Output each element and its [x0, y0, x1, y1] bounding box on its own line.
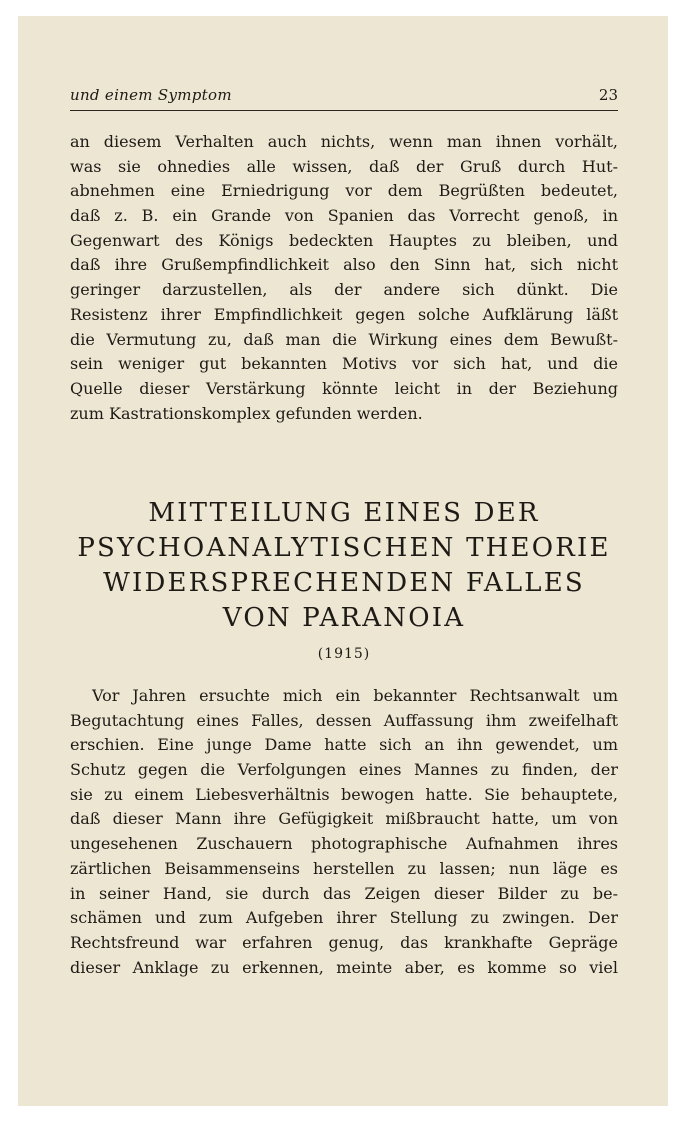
- text-line: sie zu einem Liebesverhältnis bewogen hatte. Sie behauptete,: [70, 784, 618, 804]
- title-line: MITTEILUNG EINES DER: [148, 498, 540, 528]
- running-title: und einem Symptom: [70, 86, 232, 104]
- text-line: dieser Anklage zu erkennen, meinte aber, es komme so viel: [70, 957, 618, 977]
- text-line: zum Kastrationskomplex gefunden werden.: [70, 403, 423, 423]
- title-line: WIDERSPRECHENDEN FALLES: [103, 568, 585, 598]
- text-line: Gegenwart des Königs bedeckten Hauptes zu bleiben, und: [70, 230, 618, 250]
- text-line: daß dieser Mann ihre Gefügigkeit mißbraucht hatte, um von: [70, 809, 618, 829]
- text-line: ungesehenen Zuschauern photographische Aufnahmen ihres: [70, 834, 618, 854]
- text-line: in seiner Hand, sie durch das Zeigen dieser Bilder zu be-: [70, 883, 618, 903]
- text-line: geringer darzustellen, als der andere sich dünkt. Die: [70, 280, 618, 300]
- paragraph-continuation: [70, 130, 618, 426]
- text-line: erschien. Eine junge Dame hatte sich an ihn gewendet, um: [70, 735, 618, 755]
- text-line: daß ihre Grußempfindlichkeit also den Sinn hat, sich nicht: [70, 255, 618, 275]
- text-line: Vor Jahren ersuchte mich ein bekannter Rechtsanwalt um: [92, 686, 618, 705]
- page-number: 23: [598, 86, 618, 104]
- title-line: VON PARANOIA: [222, 603, 466, 633]
- text-line: Rechtsfreund war erfahren genug, das krankhafte Gepräge: [70, 932, 618, 952]
- paragraph-opening: [70, 684, 618, 980]
- header-rule: [70, 110, 618, 111]
- publication-year: (1915): [317, 646, 371, 662]
- text-line: daß z. B. ein Grande von Spanien das Vorrecht genoß, in: [70, 206, 618, 226]
- text-line: abnehmen eine Erniedrigung vor dem Begrüßten bedeutet,: [70, 181, 618, 201]
- text-line: die Vermutung zu, daß man die Wirkung eines dem Bewußt-: [70, 329, 618, 349]
- text-line: was sie ohnedies alle wissen, daß der Gruß durch Hut-: [70, 156, 618, 176]
- section-title: [54, 496, 634, 636]
- page-header: [70, 86, 618, 112]
- text-line: Resistenz ihrer Empfindlichkeit gegen solche Aufklärung läßt: [70, 304, 618, 324]
- text-line: an diesem Verhalten auch nichts, wenn man ihnen vorhält,: [70, 132, 618, 151]
- book-page: [18, 16, 668, 1106]
- text-line: Quelle dieser Verstärkung könnte leicht in der Beziehung: [70, 378, 618, 398]
- text-line: schämen und zum Aufgeben ihrer Stellung zu zwingen. Der: [70, 908, 618, 928]
- title-line: PSYCHOANALYTISCHEN THEORIE: [77, 533, 611, 563]
- text-line: Begutachtung eines Falles, dessen Auffassung ihm zweifelhaft: [70, 710, 618, 730]
- text-line: sein weniger gut bekannten Motivs vor sich hat, und die: [70, 354, 618, 374]
- text-line: zärtlichen Beisammenseins herstellen zu lassen; nun läge es: [70, 858, 618, 878]
- text-line: Schutz gegen die Verfolgungen eines Mannes zu finden, der: [70, 760, 618, 780]
